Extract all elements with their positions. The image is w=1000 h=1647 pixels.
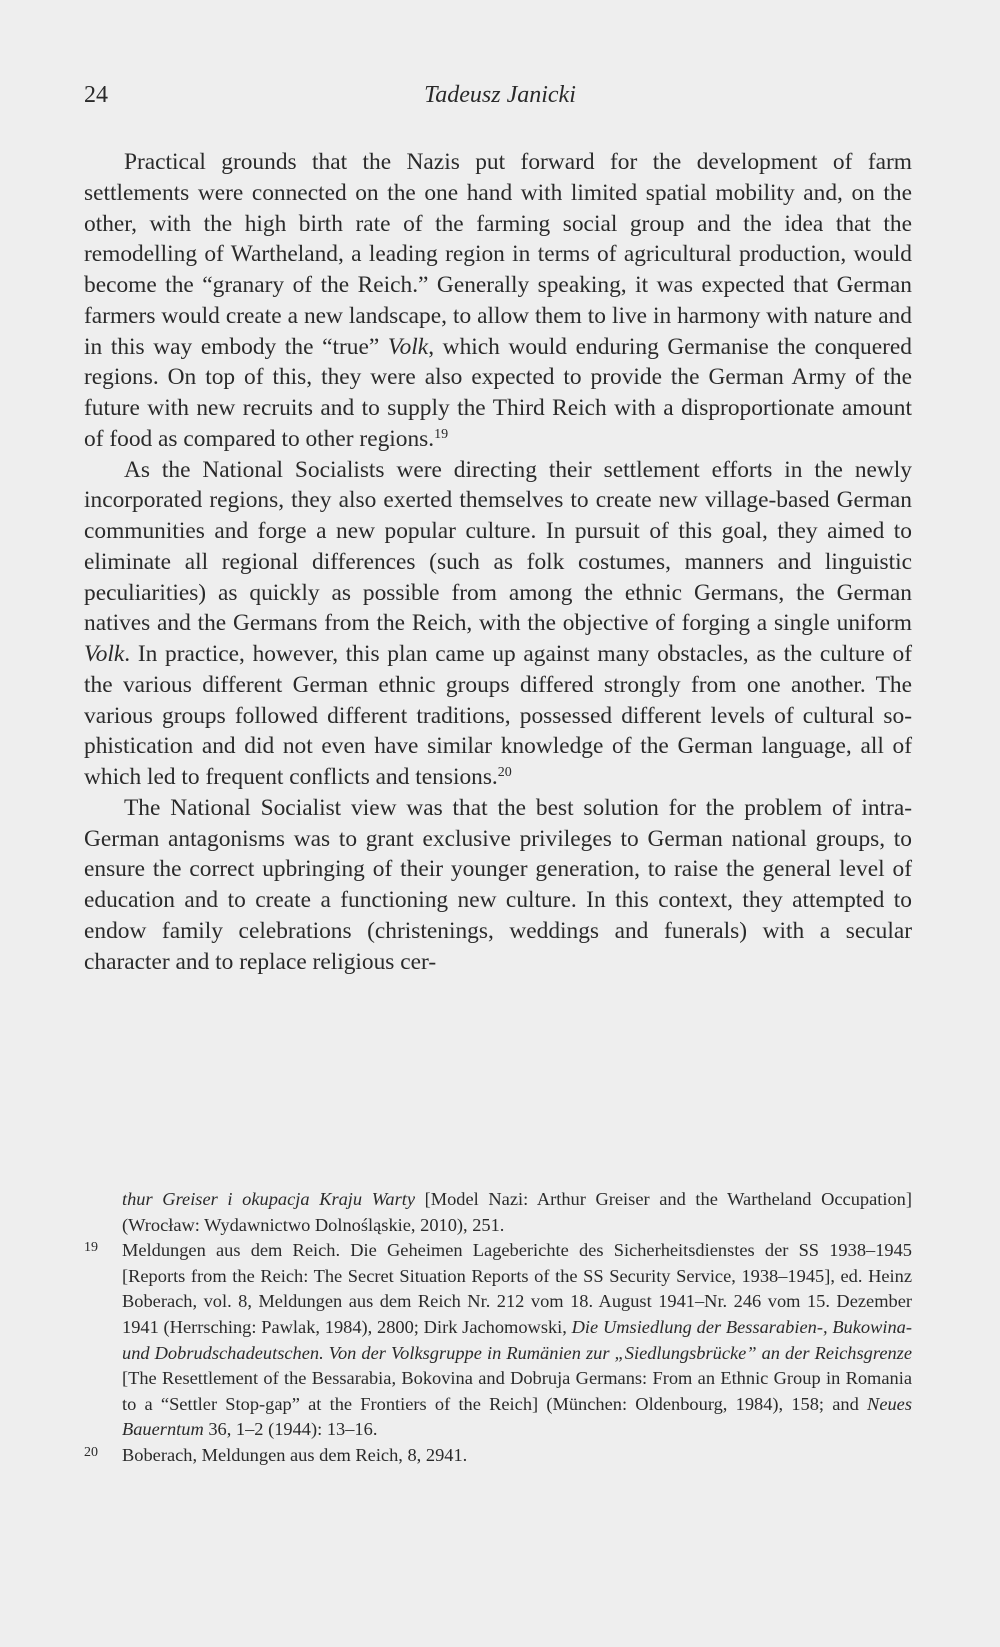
italic-term: Volk [387,333,429,360]
footnotes [84,1187,912,1469]
footnote-20: 20 Boberach, Meldungen aus dem Reich, 8, 2941. [84,1444,468,1465]
footnote-number: 19 [84,1240,98,1256]
footnote-continuation: thur Greiser i okupacja Kraju Warty [Model Nazi: Arthur Greiser and the Wartheland Occupation] (Wrocław: Wydawnictwo Dolnośląskie, 2010), 251. [122,1189,912,1235]
paragraph-1: Practical grounds that the Nazis put forward for the development of farm settlements were connected on the one hand with limited spatial mobility and, on the other, with the high birth rate of the farming social group and the idea that the remodelling of Wartheland, a leading region in terms of agricultural production, would become the “granary of the Reich.” Generally speaking, it was expected that German farmers would create a new landscape, to allow them to live in harmony with nature and in this way embody the “true” Volk, which would enduring Germanise the conquered regions. On top of this, they were also expected to provide the German Army of the future with new recruits and to supply the Third Reich with a disproportionate amount of food as compared to other regions.$^{19}$ [84,149,913,452]
footnote-ref-20: 20 [497,765,512,780]
body-text [84,147,912,977]
paragraph-3: The National Socialist view was that the best solution for the problem of intra-German antagonisms was to grant exclusive privileges to German national groups, to ensure the correct upbringing of their younger generation, to raise the general level of education and to create a functioning new culture. In this context, they attempted to endow family celebrations (christenings, weddings and funerals) with a secular character and to replace religious cer- [84,794,912,975]
running-title: Tadeusz Janicki [424,82,576,108]
footnote-19: 19 Meldungen aus dem Reich. Die Geheimen Lageberichte des Sicherheitsdienstes der SS 1938–1945 [Reports from the Reich: The Secret Situation Reports of the SS Security Service, 1938–1945], ed. Heinz Boberach, vol. 8, Meldungen aus dem Reich Nr. 212 vom 18. August 1941–Nr. 246 vom 15. Dezember 1941 (Herrsching: Pawlak, 1984), 2800; Dirk Jachomowski, Die Umsiedlung der Bessarabien-, Bukowina- und Dobrudschadeutschen. Von der Volksgruppe in Rumänien zur „Siedlungsbrücke” an der Reichsgrenze [The Resettlement of the Bessarabia, Bokovina and Dobruja Germans: From an Ethnic Group in Romania to a “Settler Stop-gap” at the Frontiers of the Reich] (München: Oldenbourg, 1984), 158; and Neues Bauerntum 36, 1–2 (1944): 13–16. [84,1240,912,1440]
page-number: 24 [84,82,108,108]
footnote-number: 20 [84,1444,98,1460]
footnote-ref-19: 19 [434,426,449,442]
paragraph-2: As the National Socialists were directing their settlement efforts in the newly incorporated regions, they also exerted themselves to create new village-based German communities and forge a new popular culture. In pursuit of this goal, they aimed to eliminate all regional differences (such as folk costumes, manners and linguistic peculiarities) as quickly as possible from among the ethnic Germans, the German natives and the Germans from the Reich, with the objective of forging a single uniform Volk. In practice, however, this plan came up against many obstacles, as the culture of the various different German ethnic groups differed strongly from one another. The various groups followed different traditions, possessed different levels of cultural sophistication and did not even have similar knowledge of the German language, all of which led to frequent conflicts and tensions.$^{20}$ [84,456,912,790]
page-header [84,82,916,116]
italic-term: Volk [84,641,125,667]
